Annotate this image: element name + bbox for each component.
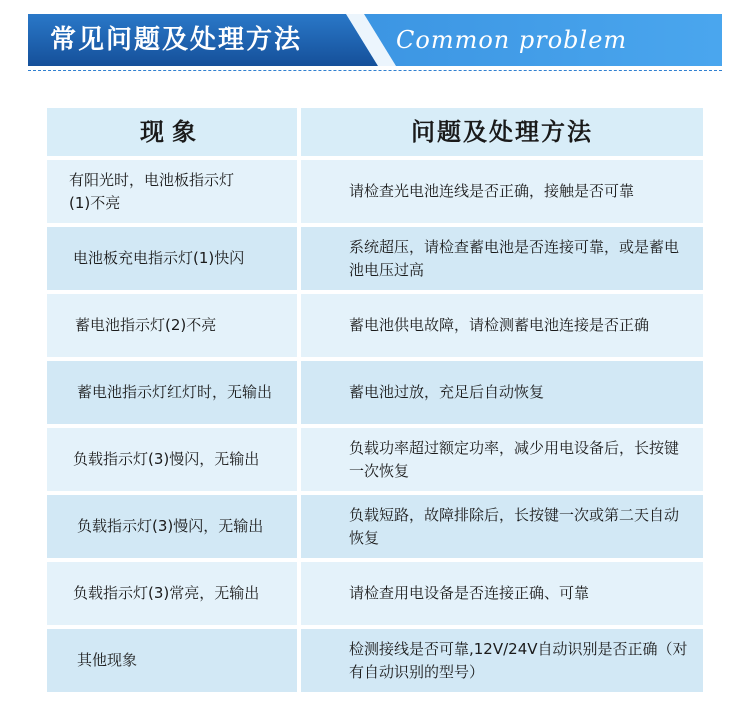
table-row [47, 227, 703, 290]
solution-cell: 系统超压，请检查蓄电池是否连接可靠，或是蓄电池电压过高 [301, 227, 703, 290]
solution-cell: 蓄电池供电故障，请检测蓄电池连接是否正确 [301, 294, 703, 357]
solution-cell: 负载功率超过额定功率，减少用电设备后，长按键一次恢复 [301, 428, 703, 491]
header-banner [28, 14, 722, 66]
symptom-cell: 其他现象 [47, 629, 297, 692]
symptom-cell: 蓄电池指示灯(2)不亮 [47, 294, 297, 357]
symptom-cell: 蓄电池指示灯红灯时，无输出 [47, 361, 297, 424]
solution-cell: 请检查用电设备是否连接正确、可靠 [301, 562, 703, 625]
solution-cell: 请检查光电池连线是否正确，接触是否可靠 [301, 160, 703, 223]
symptom-cell: 有阳光时，电池板指示灯(1)不亮 [47, 160, 297, 223]
solution-cell: 负载短路，故障排除后，长按键一次或第二天自动恢复 [301, 495, 703, 558]
header-symptom: 现象 [47, 108, 297, 156]
table-row [47, 361, 703, 424]
solution-cell: 蓄电池过放，充足后自动恢复 [301, 361, 703, 424]
table-row [47, 428, 703, 491]
table-header-row [47, 108, 703, 156]
symptom-cell: 负载指示灯(3)慢闪，无输出 [47, 495, 297, 558]
problem-table [47, 108, 703, 696]
page-subtitle: Common problem [396, 26, 628, 54]
table-row [47, 160, 703, 223]
table-row [47, 495, 703, 558]
symptom-cell: 负载指示灯(3)常亮，无输出 [47, 562, 297, 625]
solution-cell: 检测接线是否可靠,12V/24V自动识别是否正确（对有自动识别的型号） [301, 629, 703, 692]
symptom-cell: 电池板充电指示灯(1)快闪 [47, 227, 297, 290]
table-row [47, 562, 703, 625]
symptom-cell: 负载指示灯(3)慢闪，无输出 [47, 428, 297, 491]
page-title: 常见问题及处理方法 [50, 25, 303, 55]
divider [28, 70, 722, 71]
table-row [47, 294, 703, 357]
table-row [47, 629, 703, 692]
header-solution: 问题及处理方法 [301, 108, 703, 156]
